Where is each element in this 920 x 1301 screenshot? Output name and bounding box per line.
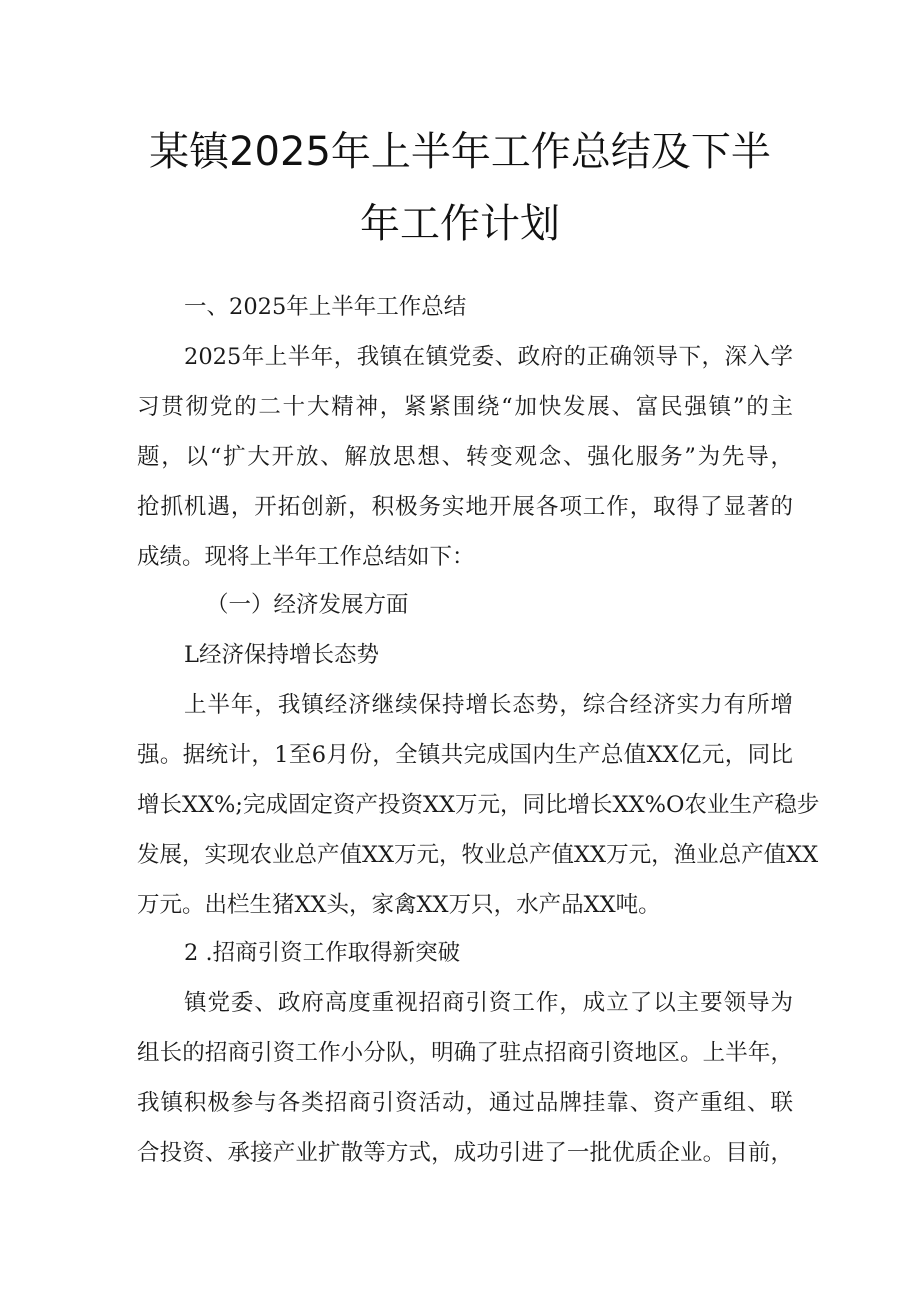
paragraph-line: 上半年，我镇经济继续保持增长态势，综合经济实力有所增 <box>184 692 793 718</box>
paragraph-line: 强。据统计，1至6月份，全镇共完成国内生产总值XX亿元，同比 <box>137 742 793 768</box>
paragraph-line: 题，以“扩大开放、解放思想、转变观念、强化服务”为先导， <box>137 444 793 470</box>
section-heading-1: 一、2025年上半年工作总结 <box>184 294 467 320</box>
subsection-heading: （一）经济发展方面 <box>206 592 409 618</box>
item-heading-2: 2 .招商引资工作取得新突破 <box>184 940 461 966</box>
paragraph-line: 我镇积极参与各类招商引资活动，通过品牌挂靠、资产重组、联 <box>137 1090 793 1116</box>
paragraph-line: 合投资、承接产业扩散等方式，成功引进了一批优质企业。目前， <box>137 1140 793 1166</box>
paragraph-line: 成绩。现将上半年工作总结如下： <box>137 544 475 570</box>
item-heading-1: L经济保持增长态势 <box>184 642 379 668</box>
paragraph-line: 2025年上半年，我镇在镇党委、政府的正确领导下，深入学 <box>184 344 793 370</box>
document-title-line-1: 某镇2025年上半年工作总结及下半 <box>149 129 771 175</box>
document-title-line-2: 年工作计划 <box>360 201 560 247</box>
paragraph-line: 发展，实现农业总产值XX万元，牧业总产值XX万元，渔业总产值XX <box>137 842 819 868</box>
paragraph-line: 增长XX%;完成固定资产投资XX万元，同比增长XX%O农业生产稳步 <box>137 792 820 818</box>
paragraph-line: 万元。出栏生猪XX头，家禽XX万只，水产品XX吨。 <box>137 892 661 918</box>
paragraph-line: 镇党委、政府高度重视招商引资工作，成立了以主要领导为 <box>184 990 793 1016</box>
paragraph-line: 抢抓机遇，开拓创新，积极务实地开展各项工作，取得了显著的 <box>137 494 793 520</box>
paragraph-line: 习贯彻党的二十大精神，紧紧围绕“加快发展、富民强镇”的主 <box>137 394 793 420</box>
paragraph-line: 组长的招商引资工作小分队，明确了驻点招商引资地区。上半年， <box>137 1040 793 1066</box>
